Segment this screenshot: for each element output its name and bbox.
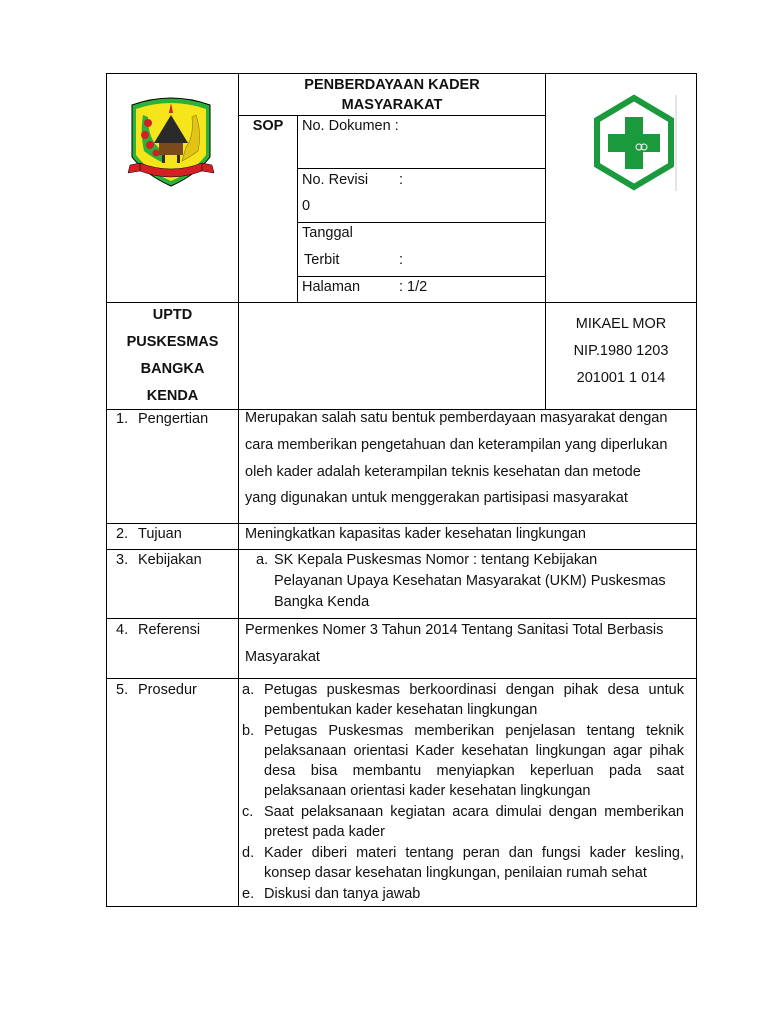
section-number-3: 3. — [116, 552, 129, 568]
org-line1: UPTD — [152, 307, 193, 323]
section-number-2: 2. — [116, 526, 129, 542]
section-label-prosedur: Prosedur — [138, 682, 197, 698]
no-revisi-label: No. Revisi — [302, 172, 369, 188]
divider-sop-column — [297, 115, 298, 302]
pengertian-line-4: yang digunakan untuk menggerakan partisipasi masyarakat — [245, 490, 628, 506]
border-top — [106, 73, 697, 74]
document-title-line1: PENBERDAYAAN KADER — [304, 77, 480, 93]
signer-nip-line1: NIP.1980 1203 — [573, 343, 669, 359]
regency-crest-logo — [126, 93, 216, 188]
prosedur-item-a: Petugas puskesmas berkoordinasi dengan pihak desa untuk pembentukan kader kesehatan lingkungan — [264, 682, 684, 718]
pengertian-line-3: oleh kader adalah keterampilan teknis kesehatan dan metode — [245, 464, 641, 480]
puskesmas-logo — [589, 93, 679, 193]
kebijakan-line-3: Bangka Kenda — [274, 594, 370, 610]
prosedur-marker-a: a. — [242, 682, 255, 698]
referensi-line-2: Masyarakat — [245, 649, 320, 665]
terbit-label: Terbit — [304, 252, 340, 268]
org-line4: KENDA — [146, 388, 199, 404]
section-label-kebijakan: Kebijakan — [138, 552, 202, 568]
referensi-line-1: Permenkes Nomer 3 Tahun 2014 Tentang Sanitasi Total Berbasis — [245, 622, 664, 638]
halaman-value: : 1/2 — [399, 279, 428, 295]
terbit-colon: : — [399, 252, 404, 268]
prosedur-marker-c: c. — [242, 804, 254, 820]
no-dokumen-label: No. Dokumen : — [302, 118, 399, 134]
org-line3: BANGKA — [140, 361, 205, 377]
org-line2: PUSKESMAS — [126, 334, 219, 350]
pengertian-line-1: Merupakan salah satu bentuk pemberdayaan masyarakat dengan — [245, 410, 668, 426]
section-number-5: 5. — [116, 682, 129, 698]
kebijakan-line-2: Pelayanan Upaya Kesehatan Masyarakat (UKM) Puskesmas — [274, 573, 666, 589]
rule-row4 — [106, 678, 697, 679]
section-label-referensi: Referensi — [138, 622, 201, 638]
border-right — [696, 73, 697, 907]
section-number-4: 4. — [116, 622, 129, 638]
prosedur-item-b: Petugas Puskesmas memberikan penjelasan tentang teknik pelaksanaan orientasi Kader kesehatan lingkungan agar pihak desa bisa membantu menyiapkan keperluan pada saat pelaksanaan orientasi kader kesehatan lingkungan — [264, 723, 684, 799]
prosedur-item-e: Diskusi dan tanya jawab — [264, 886, 421, 902]
no-revisi-colon: : — [399, 172, 404, 188]
section-label-tujuan: Tujuan — [138, 526, 182, 542]
border-left — [106, 73, 107, 907]
section-label-pengertian: Pengertian — [138, 411, 209, 427]
divider-label-column — [238, 73, 239, 907]
revisi-value: 0 — [302, 198, 311, 214]
prosedur-item-d: Kader diberi materi tentang peran dan fungsi kader kesling, konsep dasar kesehatan lingkungan, penilaian rumah sehat — [264, 845, 684, 881]
section-number-1: 1. — [116, 411, 129, 427]
tujuan-text: Meningkatkan kapasitas kader kesehatan lingkungan — [245, 526, 586, 542]
prosedur-item-c: Saat pelaksanaan kegiatan acara dimulai dengan memberikan pretest pada kader — [264, 804, 684, 840]
rule-dokumen — [297, 168, 546, 169]
prosedur-marker-e: e. — [242, 886, 255, 902]
tanggal-label: Tanggal — [302, 225, 353, 241]
kebijakan-marker: a. — [256, 552, 269, 568]
sop-label: SOP — [252, 118, 284, 134]
border-bottom — [106, 906, 697, 907]
pengertian-line-2: cara memberikan pengetahuan dan keterampilan yang diperlukan — [245, 437, 668, 453]
halaman-label: Halaman — [302, 279, 361, 295]
document-title-line2: MASYARAKAT — [341, 97, 443, 113]
prosedur-marker-b: b. — [242, 723, 255, 739]
kebijakan-line-1: SK Kepala Puskesmas Nomor : tentang Kebijakan — [274, 552, 598, 568]
signer-name: MIKAEL MOR — [575, 316, 667, 332]
prosedur-marker-d: d. — [242, 845, 255, 861]
signer-nip-line2: 201001 1 014 — [576, 370, 666, 386]
sop-document — [106, 73, 697, 907]
